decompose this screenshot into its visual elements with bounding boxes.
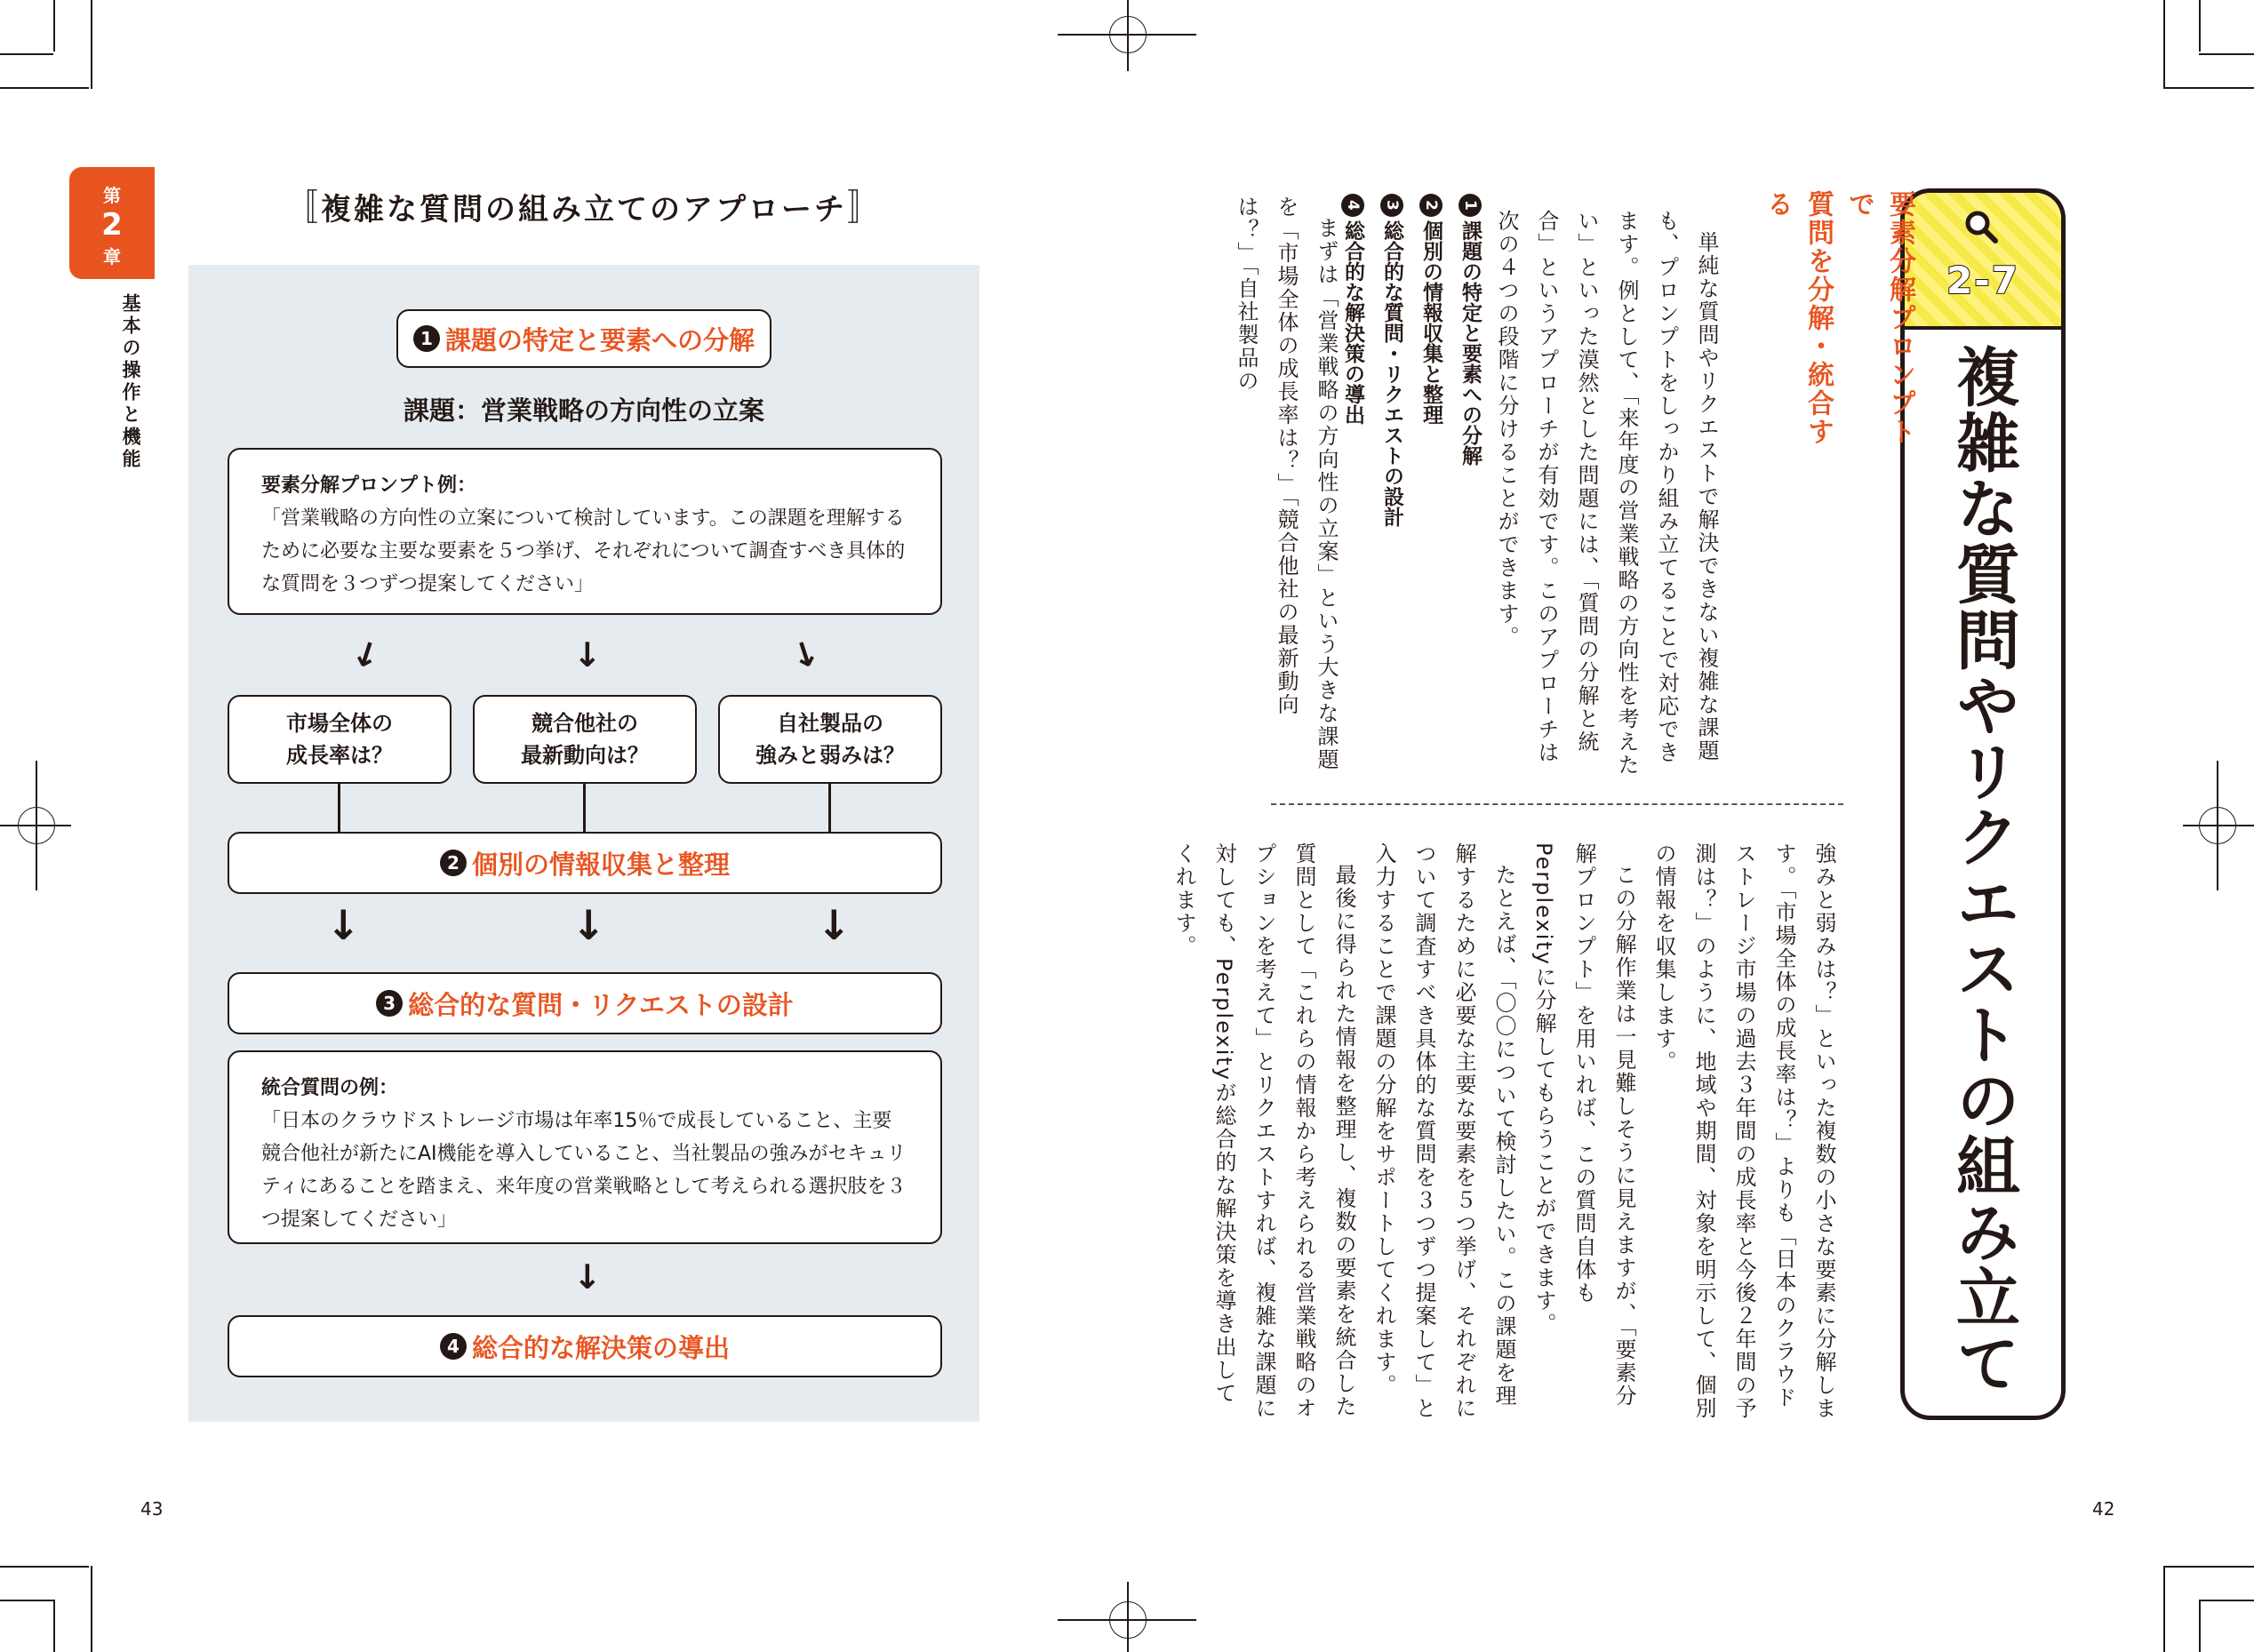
question-own-line2: 強みと弱みは？ [755,743,905,768]
chapter-number: 2 [101,207,123,243]
para-3-text: 強みと弱みは？」といった複数の小さな要素に分解します。「市場全体の成長率は？」よりも「日本のクラウドストレージ市場の過去３年間の成長率と今後２年間の予測は？」のように、地域や期間、対象を明示して、個別の情報を収集します。 [1651,842,1836,1420]
section-number: 2-7 [1946,259,2019,302]
steps-list [1339,194,1490,549]
arrow-down-left-icon: ↓ [346,632,386,678]
list-item [1372,194,1411,549]
integrated-example-label: 統合質問の例： [261,1077,399,1099]
integrated-example-box [228,1050,942,1244]
step-4-box [228,1315,942,1377]
prompt-example-text: 「営業戦略の方向性の立案について検討しています。この課題を理解するために必要な主要な要素を５つ挙げ、それぞれについて調査すべき具体的な質問を３つずつ提案してください」 [261,507,906,595]
arrow-down-icon: ↓ [817,901,851,949]
step-1-number: 1 [413,325,440,352]
heading-line-2: 質問を分解・統合する [1762,190,1834,446]
step-2-label: 個別の情報収集と整理 [471,849,730,880]
prompt-example-label: 要素分解プロンプト例： [261,475,477,497]
arrow-down-icon: ↓ [573,635,602,674]
list-item-number: 1 [1459,194,1482,217]
magnifier-icon [1963,209,1999,244]
chapter-tab [69,167,155,279]
chapter-side-title: 基本の操作と機能 [120,293,141,471]
arrow-down-icon: ↓ [326,901,361,949]
prompt-example-box [228,448,942,615]
list-item-text: 総合的な解決策の導出 [1341,220,1364,425]
step-1-label: 課題の特定と要素への分解 [444,324,755,355]
para-1-text: 単純な質問やリクエストで解決できない複雑な課題も、プロンプトをしっかり組み立てることで対応できます。例として、「来年度の営業戦略の方向性を考えたい」といった漠然とした問題には、「質問の分解と統合」というアプローチが有効です。このアプローチは次の４つの段階に分けることができます。 [1494,210,1719,777]
list-item-number: 3 [1380,194,1403,217]
connector-line [338,784,340,832]
list-item-text: 総合的な質問・リクエストの設計 [1380,220,1403,527]
connector-line [828,784,831,832]
list-item [1411,194,1451,549]
step-2-box [228,832,942,894]
question-box-competitor [473,695,697,784]
list-item-number: 2 [1419,194,1443,217]
step-1-box [396,309,771,368]
list-item [1451,194,1490,549]
step-3-box [228,972,942,1034]
para-4-text: この分解作業は一見難しそうに見えますが、「要素分解プロンプト」を用いれば、この質問自体もPerplexityに分解してもらうことができます。 [1531,842,1636,1408]
para-5-text: たとえば、「〇〇について検討したい。この課題を理解するために必要な主要な要素を５つ挙げ、それぞれについて調査すべき具体的な質問を３つずつ提案して」と入力することで課題の分解をサポートしてくれます。 [1371,842,1516,1420]
diagram-title [283,180,885,230]
question-own-line1: 自社製品の [777,711,883,736]
diagram-title-text: 複雑な質問の組み立てのアプローチ [321,192,847,227]
page-number-right: 42 [2092,1498,2115,1520]
bracket-open: 〚 [283,188,321,228]
integrated-example-text: 「日本のクラウドストレージ市場は年率15％で成長していること、主要競合他社が新たにAI機能を導入していること、当社製品の強みがセキュリティにあることを踏まえ、来年度の営業戦略として考えられる選択肢を３つ提案してください」 [261,1110,907,1231]
body-lower-column [1171,842,1843,1422]
heading-line-1: 要素分解プロンプトで [1843,190,1915,446]
body-paragraph-1 [1494,210,1726,786]
diagram-panel [188,265,979,1422]
step-3-label: 総合的な質問・リクエストの設計 [408,989,794,1020]
question-box-market [228,695,452,784]
column-divider [1271,803,1843,805]
arrow-down-icon: ↓ [573,1257,602,1297]
step-4-label: 総合的な解決策の導出 [471,1332,730,1363]
chapter-label-top: 第 [103,185,121,206]
question-market-line2: 成長率は？ [286,743,393,768]
question-market-line1: 市場全体の [286,711,393,736]
arrow-down-icon: ↓ [571,901,606,949]
question-box-own-product [718,695,942,784]
step-3-number: 3 [376,990,403,1017]
para-6-text: 最後に得られた情報を整理し、複数の要素を統合した質問として「これらの情報から考えられる営業戦略のオプションを考えて」とリクエストすれば、複雑な課題に対しても、Perplexityが総合的な解決策を導き出してくれます。 [1171,842,1356,1420]
para-2-text: まずは「営業戦略の方向性の立案」という大きな課題を「市場全体の成長率は？」「競合他社の最新動向は？」「自社製品の [1234,196,1339,771]
step-2-number: 2 [440,850,467,876]
step-4-number: 4 [440,1333,467,1360]
list-item-text: 個別の情報収集と整理 [1419,220,1443,425]
section-title: 複雑な質問やリクエストの組み立て [1946,344,2020,1396]
connector-line [583,784,586,832]
bracket-close: 〛 [847,188,885,228]
list-item-text: 課題の特定と要素への分解 [1459,220,1482,466]
section-title-header [1905,193,2061,330]
chapter-label-bottom: 章 [103,246,121,267]
section-heading [1756,190,1920,466]
arrow-down-right-icon: ↓ [785,632,825,678]
question-competitor-line2: 最新動向は？ [521,743,649,768]
task-label: 課題：営業戦略の方向性の立案 [403,395,764,426]
question-competitor-line1: 競合他社の [532,711,638,736]
body-paragraph-2 [1234,196,1346,771]
page-number-left: 43 [140,1498,164,1520]
section-title-card [1900,188,2066,1420]
list-item-number: 4 [1341,194,1364,217]
